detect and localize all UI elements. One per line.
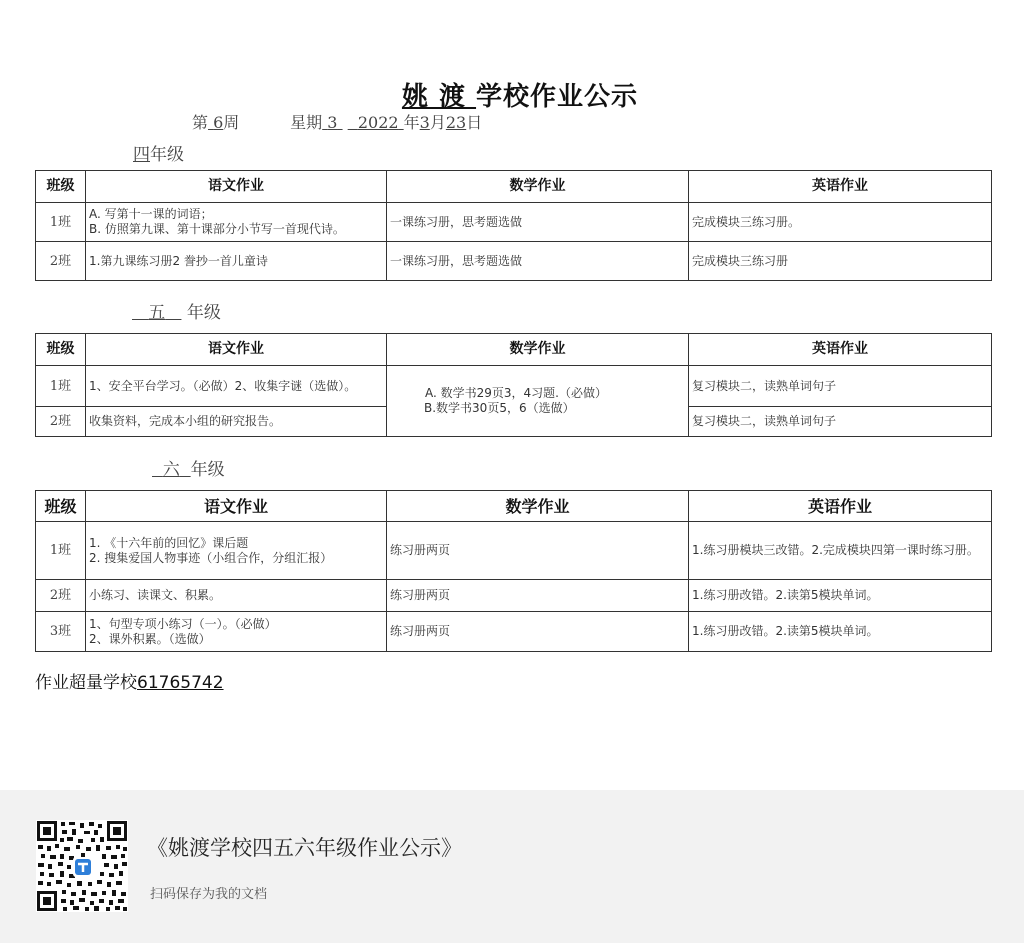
table-header-row: 班级 语文作业 数学作业 英语作业	[36, 171, 992, 203]
save-document-bar	[0, 790, 1024, 943]
scan-save-hint: 扫码保存为我的文档	[150, 887, 268, 902]
year-suffix: 年	[403, 113, 420, 132]
table-row: 1班 1、安全平台学习。（必做）2、收集字谜（选做）。 A. 数学书29页3，4习题.（必做） B.数学书30页5，6（选做） 复习模块二，读熟单词句子	[36, 366, 992, 407]
grade6-table	[35, 490, 992, 652]
school-name: 姚 渡	[401, 82, 477, 112]
year: 2022	[357, 113, 399, 132]
title-rest: 学校作业公示	[476, 82, 639, 112]
table-row: 3班 1、句型专项小练习（一）。（必做） 2、课外积累。（选做） 练习册两页 1.练习册改错。2.读第5模块单词。	[36, 612, 992, 652]
grade4-table	[35, 170, 992, 281]
month: 3	[419, 113, 430, 132]
table-row: 1班 1. 《十六年前的回忆》课后题 2. 搜集爱国人物事迹（小组合作，分组汇报） 练习册两页 1.练习册模块三改错。2.完成模块四第一课时练习册。	[36, 522, 992, 580]
grade5-heading: 五 年级	[148, 303, 221, 323]
table-header-row: 班级 语文作业 数学作业 英语作业	[36, 491, 992, 522]
qr-code-icon[interactable]	[36, 820, 128, 912]
math-merged-cell: A. 数学书29页3，4习题.（必做） B.数学书30页5，6（选做）	[387, 366, 689, 437]
date-line	[192, 110, 482, 133]
week-suffix: 周	[223, 113, 240, 132]
table-header-row: 班级 语文作业 数学作业 英语作业	[36, 334, 992, 366]
document-title: 《姚渡学校四五六年级作业公示》	[147, 836, 462, 860]
grade4-heading: 四年级	[133, 145, 184, 165]
page-title	[0, 76, 1024, 113]
day: 23	[445, 113, 467, 132]
table-row: 2班 小练习、读课文、积累。 练习册两页 1.练习册改错。2.读第5模块单词。	[36, 580, 992, 612]
month-suffix: 月	[429, 113, 446, 132]
table-row: 1班 A. 写第十一课的词语； B. 仿照第九课、第十课部分小节写一首现代诗。 一课练习册，思考题选做 完成模块三练习册。	[36, 203, 992, 242]
grade5-table	[35, 333, 992, 437]
grade6-heading: 六 年级	[162, 460, 225, 480]
day-suffix: 日	[466, 113, 483, 132]
table-row: 2班 1.第九课练习册2 誊抄一首儿童诗 一课练习册，思考题选做 完成模块三练习册	[36, 242, 992, 281]
overload-contact-note: 作业超量学校61765742	[35, 673, 224, 693]
week-prefix: 第	[192, 113, 209, 132]
week-number: 6	[213, 113, 224, 132]
weekday-prefix: 星期	[290, 113, 323, 132]
table-row: 2班 收集资料，完成本小组的研究报告。 复习模块二，读熟单词句子	[36, 407, 992, 437]
weekday-number: 3	[327, 113, 338, 132]
contact-phone: 61765742	[137, 673, 224, 693]
